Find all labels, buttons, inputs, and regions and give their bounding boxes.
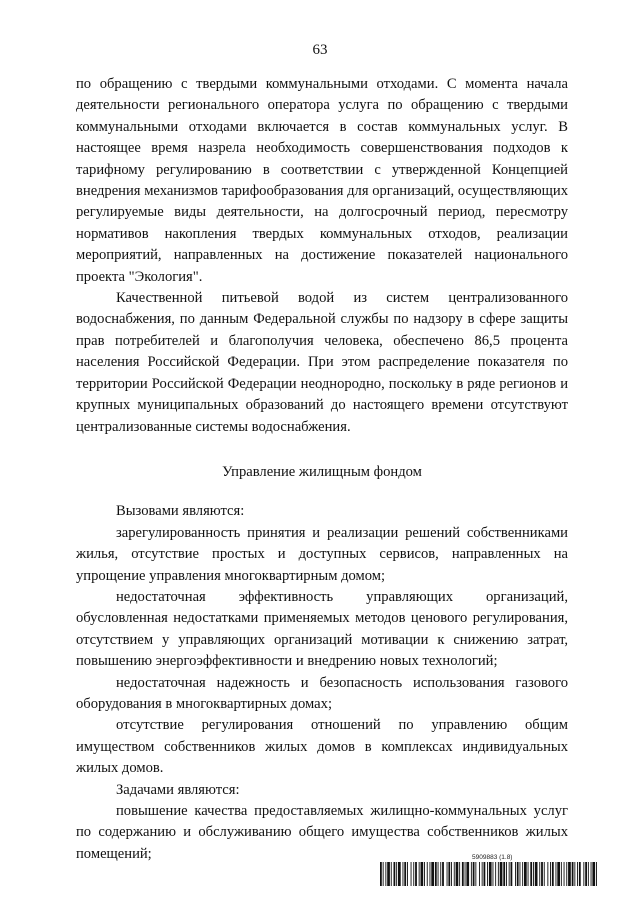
barcode-bar <box>448 862 450 886</box>
barcode-bar <box>535 862 538 886</box>
barcode-bar <box>515 862 516 886</box>
barcode-bar <box>440 862 441 886</box>
barcode-bar <box>454 862 455 886</box>
barcode-bar <box>544 862 545 886</box>
barcode-bar <box>539 862 540 886</box>
barcode-bar <box>583 862 584 886</box>
barcode-bar <box>503 862 505 886</box>
barcode-bar <box>552 862 554 886</box>
barcode-bar <box>530 862 532 886</box>
barcode-bar <box>579 862 581 886</box>
paragraph-challenge-2: недостаточная эффективность управляющих организаций, обусловленная недостатками применяемых методов ценового регулирования, отсутствием у управляющих организаций мотивации к снижению затрат, повышению энергоэффективности и внедрению новых технологий; <box>76 588 568 670</box>
barcode-bar <box>592 862 595 886</box>
barcode <box>380 854 598 888</box>
barcode-bar <box>438 862 439 886</box>
barcode-bar <box>391 862 392 886</box>
barcode-bar <box>596 862 597 886</box>
barcode-bar <box>489 862 492 886</box>
barcode-bar <box>396 862 397 886</box>
paragraph-challenges-intro: Вызовами являются: <box>116 503 245 520</box>
barcode-bar <box>509 862 510 886</box>
barcode-bar <box>522 862 523 886</box>
barcode-bar <box>442 862 444 886</box>
barcode-bar <box>585 862 587 886</box>
barcode-bar <box>415 862 417 886</box>
barcode-bar <box>475 862 476 886</box>
barcode-bar <box>561 862 562 886</box>
barcode-bar <box>424 862 425 886</box>
barcode-bar <box>591 862 592 886</box>
barcode-bar <box>465 862 466 886</box>
barcode-bar <box>431 862 434 886</box>
barcode-bar <box>517 862 519 886</box>
barcode-bar <box>456 862 459 886</box>
barcode-bar <box>447 862 448 886</box>
barcode-bar <box>383 862 384 886</box>
barcode-bar <box>511 862 513 886</box>
barcode-bars <box>380 862 598 886</box>
barcode-bar <box>403 862 404 886</box>
barcode-bar <box>588 862 589 886</box>
barcode-bar <box>572 862 574 886</box>
barcode-bar <box>387 862 390 886</box>
barcode-bar <box>385 862 386 886</box>
barcode-bar <box>547 862 548 886</box>
document-body <box>76 74 568 865</box>
paragraph-challenge-1: зарегулированность принятия и реализации решений собственниками жилья, отсутствие простых и доступных сервисов, направленных на упрощение управления многоквартирным домом; <box>76 524 568 584</box>
barcode-bar <box>564 862 565 886</box>
paragraph-tasks-intro: Задачами являются: <box>116 781 240 798</box>
barcode-bar <box>577 862 578 886</box>
barcode-bar <box>380 862 382 886</box>
paragraph-challenge-4: отсутствие регулирования отношений по управлению общим имуществом собственников жилых домов в комплексах индивидуальных жилых домов. <box>76 717 568 777</box>
barcode-label: 5909883 (1.8) <box>472 854 513 861</box>
barcode-bar <box>430 862 431 886</box>
barcode-bar <box>574 862 575 886</box>
barcode-bar <box>524 862 527 886</box>
barcode-bar <box>466 862 469 886</box>
barcode-bar <box>498 862 499 886</box>
paragraph-task-1: повышение качества предоставляемых жилищно-коммунальных услуг по содержанию и обслуживанию общего имущества собственников жилых помещений; <box>76 803 568 862</box>
barcode-bar <box>550 862 551 886</box>
barcode-bar <box>568 862 571 886</box>
barcode-bar <box>394 862 396 886</box>
paragraph-continuation: по обращению с твердыми коммунальными отходами. С момента начала деятельности регионального оператора услуга по обращению с твердыми коммунальными отходами включается в состав коммунальных услуг. В настоящее время назрела необходимость совершенствования подходов к тарифному регулированию в соответствии с утвержденной Концепцией внедрения механизмов тарифообразования для организаций, осуществляющих регулируемые виды деятельности, на долгосрочный период, пересмотру нормативов накопления твердых коммунальных отходов, реализации мероприятий, направленных на достижение показателей национального проекта "Экология". <box>76 76 568 285</box>
barcode-bar <box>462 862 464 886</box>
barcode-bar <box>471 862 472 886</box>
section-heading: Управление жилищным фондом <box>222 463 422 480</box>
barcode-bar <box>520 862 521 886</box>
barcode-bar <box>482 862 483 886</box>
barcode-bar <box>435 862 437 886</box>
barcode-bar <box>506 862 507 886</box>
barcode-bar <box>479 862 480 886</box>
barcode-bar <box>451 862 452 886</box>
barcode-bar <box>557 862 560 886</box>
barcode-bar <box>528 862 529 886</box>
barcode-bar <box>419 862 420 886</box>
barcode-bar <box>487 862 488 886</box>
barcode-bar <box>411 862 412 886</box>
barcode-bar <box>398 862 401 886</box>
barcode-bar <box>495 862 496 886</box>
barcode-bar <box>500 862 503 886</box>
barcode-bar <box>533 862 534 886</box>
page-number: 63 <box>312 42 328 58</box>
paragraph-water-supply: Качественной питьевой водой из систем централизованного водоснабжения, по данным Федеральной службы по надзору в сфере защиты прав потребителей и благополучия человека, обеспечено 86,5 процента населения Российской Федерации. При этом распределение показателя по территории Российской Федерации неоднородно, поскольку в ряде регионов и крупных муниципальных образований до настоящего времени отсутствуют централизованные системы водоснабжения. <box>76 290 568 435</box>
barcode-bar <box>541 862 543 886</box>
barcode-bar <box>566 862 567 886</box>
barcode-bar <box>493 862 494 886</box>
barcode-bar <box>473 862 475 886</box>
barcode-bar <box>404 862 406 886</box>
barcode-bar <box>407 862 408 886</box>
barcode-bar <box>413 862 414 886</box>
paragraph-challenge-3: недостаточная надежность и безопасность использования газового оборудования в многоквартирных домах; <box>76 674 568 712</box>
barcode-bar <box>459 862 460 886</box>
barcode-bar <box>421 862 424 886</box>
barcode-bar <box>556 862 557 886</box>
barcode-bar <box>484 862 486 886</box>
barcode-bar <box>427 862 428 886</box>
